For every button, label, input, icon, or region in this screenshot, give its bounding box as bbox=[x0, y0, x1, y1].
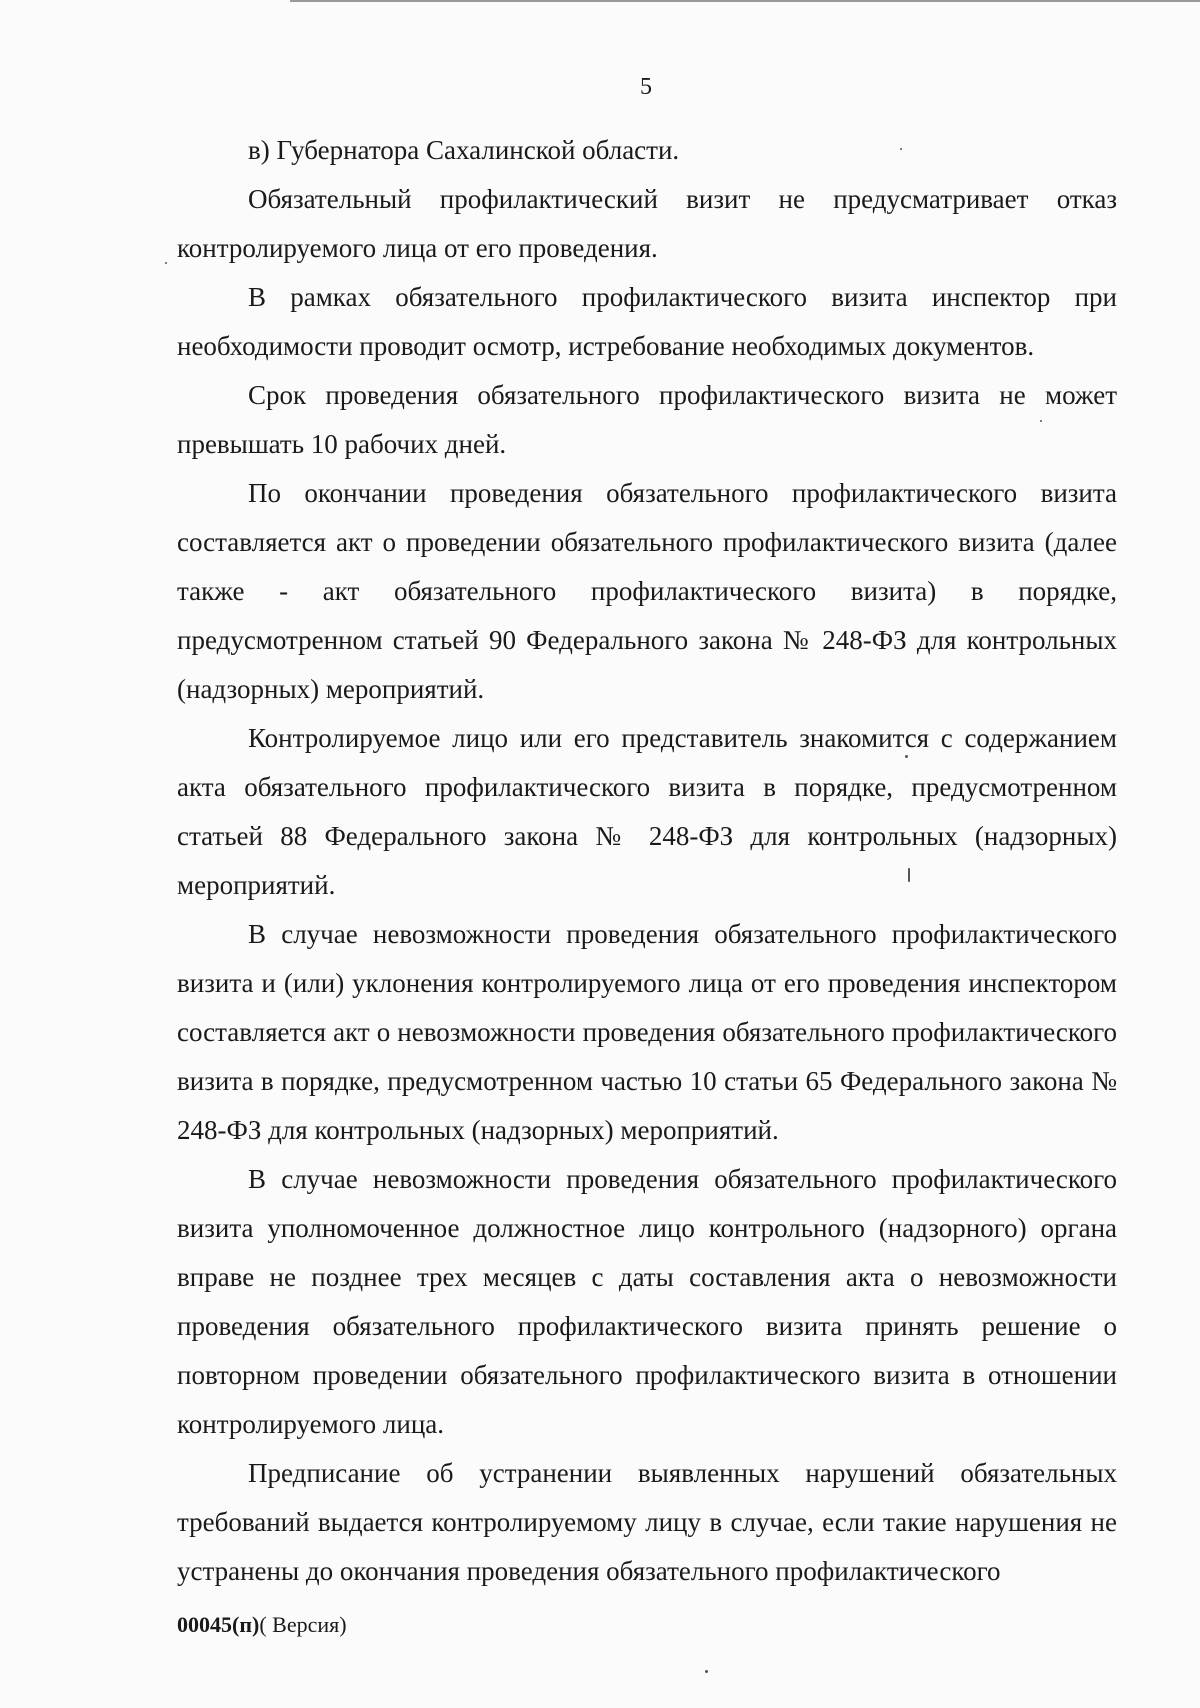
paragraph: В рамках обязательного профилактического визита инспектор при необходимости проводит осмотр, истребование необходимых документов. bbox=[177, 282, 1117, 361]
document-footer-code bbox=[177, 1612, 347, 1638]
document-body bbox=[177, 126, 1117, 1596]
footer-version: ( Версия) bbox=[259, 1612, 347, 1637]
scan-speck bbox=[1040, 420, 1042, 422]
paragraph: Контролируемое лицо или его представитель знакомится с содержанием акта обязательного профилактического визита в порядке, предусмотренном статьей 88 Федерального закона № 248-ФЗ для контрольных (надзорных) мероприятий. bbox=[177, 723, 1117, 900]
scan-speck bbox=[900, 148, 902, 150]
paragraph: В случае невозможности проведения обязательного профилактического визита уполномоченное должностное лицо контрольного (надзорного) органа вправе не позднее трех месяцев с даты составления акта о невозможности проведения обязательного профилактического визита принять решение о повторном проведении обязательного профилактического визита в отношении контролируемого лица. bbox=[177, 1164, 1117, 1439]
scan-speck bbox=[908, 868, 910, 882]
paragraph: Предписание об устранении выявленных нарушений обязательных требований выдается контролируемому лицу в случае, если такие нарушения не устранены до окончания проведения обязательного профилактического bbox=[177, 1458, 1117, 1586]
footer-document-code: 00045(п) bbox=[177, 1612, 260, 1637]
scan-speck bbox=[905, 755, 908, 758]
scan-speck bbox=[705, 1670, 708, 1673]
paragraph: По окончании проведения обязательного профилактического визита составляется акт о проведении обязательного профилактического визита (далее также - акт обязательного профилактического визита) в порядке, предусмотренном статьей 90 Федерального закона № 248-ФЗ для контрольных (надзорных) мероприятий. bbox=[177, 478, 1117, 704]
paragraph: В случае невозможности проведения обязательного профилактического визита и (или) уклонения контролируемого лица от его проведения инспектором составляется акт о невозможности проведения обязательного профилактического визита в порядке, предусмотренном частью 10 статьи 65 Федерального закона № 248-ФЗ для контрольных (надзорных) мероприятий. bbox=[177, 919, 1117, 1145]
top-border-line bbox=[290, 0, 1200, 2]
page-number: 5 bbox=[640, 74, 652, 100]
paragraph: Обязательный профилактический визит не предусматривает отказ контролируемого лица от его проведения. bbox=[177, 184, 1117, 263]
scan-speck bbox=[165, 262, 167, 264]
paragraph: Срок проведения обязательного профилактического визита не может превышать 10 рабочих дней. bbox=[177, 380, 1117, 459]
paragraph-item-v: в) Губернатора Сахалинской области. bbox=[248, 135, 680, 165]
